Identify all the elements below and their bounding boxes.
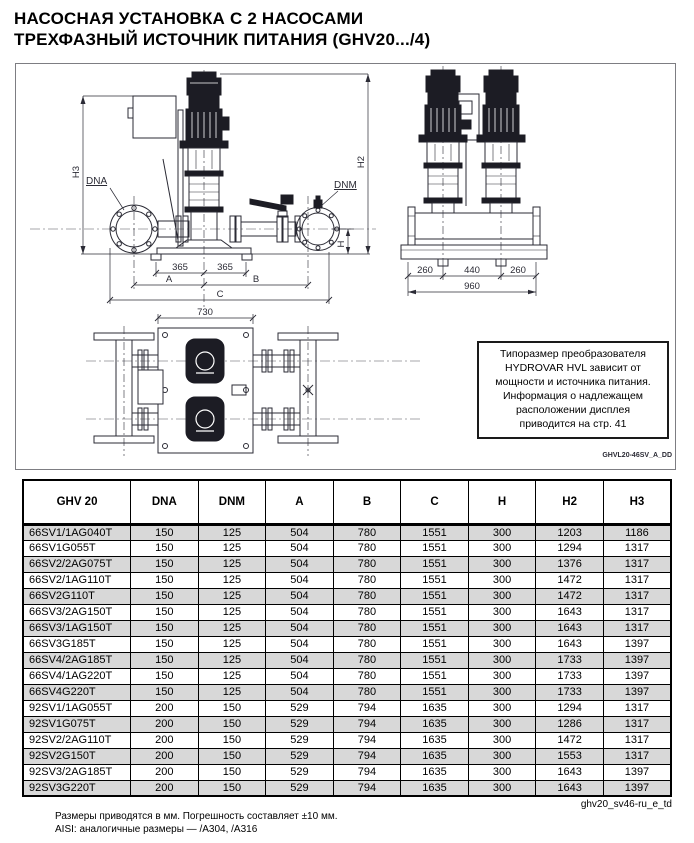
value-cell: 1317 bbox=[603, 748, 671, 764]
value-cell: 1294 bbox=[536, 700, 604, 716]
table-row bbox=[23, 716, 671, 732]
drawing-code: GHVL20-46SV_A_DD bbox=[602, 452, 672, 459]
value-cell: 150 bbox=[198, 748, 266, 764]
value-cell: 1733 bbox=[536, 652, 604, 668]
value-cell: 1643 bbox=[536, 604, 604, 620]
value-cell: 300 bbox=[468, 764, 536, 780]
model-cell: 66SV3/1AG150T bbox=[23, 620, 131, 636]
value-cell: 529 bbox=[266, 732, 334, 748]
table-row bbox=[23, 556, 671, 572]
dna-label: DNA bbox=[86, 176, 108, 187]
note-line: приводится на стр. 41 bbox=[519, 417, 627, 430]
table-row bbox=[23, 620, 671, 636]
value-cell: 300 bbox=[468, 588, 536, 604]
model-cell: 92SV2/2AG110T bbox=[23, 732, 131, 748]
dim-440: 440 bbox=[464, 265, 480, 276]
value-cell: 1635 bbox=[401, 700, 469, 716]
value-cell: 1397 bbox=[603, 652, 671, 668]
model-cell: 92SV1G075T bbox=[23, 716, 131, 732]
value-cell: 1643 bbox=[536, 620, 604, 636]
value-cell: 150 bbox=[131, 588, 199, 604]
value-cell: 1551 bbox=[401, 636, 469, 652]
value-cell: 504 bbox=[266, 556, 334, 572]
value-cell: 794 bbox=[333, 764, 401, 780]
value-cell: 200 bbox=[131, 780, 199, 796]
control-cabinet bbox=[133, 96, 176, 138]
value-cell: 150 bbox=[131, 668, 199, 684]
dim-260-right: 260 bbox=[510, 265, 526, 276]
value-cell: 780 bbox=[333, 636, 401, 652]
value-cell: 150 bbox=[198, 716, 266, 732]
value-cell: 125 bbox=[198, 572, 266, 588]
value-cell: 150 bbox=[198, 764, 266, 780]
col-header-ghv20: GHV 20 bbox=[23, 480, 131, 524]
value-cell: 1551 bbox=[401, 604, 469, 620]
value-cell: 1317 bbox=[603, 620, 671, 636]
h3-dim-label: H3 bbox=[71, 165, 82, 179]
dim-730: 730 bbox=[197, 307, 213, 318]
document-code: ghv20_sv46-ru_e_td bbox=[580, 799, 672, 810]
value-cell: 1317 bbox=[603, 700, 671, 716]
value-cell: 794 bbox=[333, 748, 401, 764]
value-cell: 125 bbox=[198, 620, 266, 636]
value-cell: 300 bbox=[468, 556, 536, 572]
value-cell: 1317 bbox=[603, 716, 671, 732]
value-cell: 200 bbox=[131, 764, 199, 780]
model-cell: 92SV2G150T bbox=[23, 748, 131, 764]
model-cell: 92SV3/2AG185T bbox=[23, 764, 131, 780]
value-cell: 150 bbox=[198, 732, 266, 748]
value-cell: 300 bbox=[468, 716, 536, 732]
value-cell: 529 bbox=[266, 700, 334, 716]
value-cell: 150 bbox=[198, 700, 266, 716]
value-cell: 150 bbox=[131, 684, 199, 700]
value-cell: 504 bbox=[266, 524, 334, 540]
side-view-drawing bbox=[24, 70, 384, 308]
value-cell: 1643 bbox=[536, 636, 604, 652]
value-cell: 125 bbox=[198, 668, 266, 684]
value-cell: 504 bbox=[266, 668, 334, 684]
page-title-line1: НАСОСНАЯ УСТАНОВКА С 2 НАСОСАМИ bbox=[14, 9, 364, 28]
table-row bbox=[23, 700, 671, 716]
manifold-pipe bbox=[415, 213, 533, 239]
value-cell: 150 bbox=[131, 636, 199, 652]
value-cell: 529 bbox=[266, 716, 334, 732]
table-row bbox=[23, 636, 671, 652]
model-cell: 92SV1/1AG055T bbox=[23, 700, 131, 716]
value-cell: 1317 bbox=[603, 732, 671, 748]
value-cell: 150 bbox=[131, 524, 199, 540]
value-cell: 1203 bbox=[536, 524, 604, 540]
value-cell: 1551 bbox=[401, 668, 469, 684]
value-cell: 1317 bbox=[603, 540, 671, 556]
pumps-plan bbox=[186, 339, 224, 441]
model-cell: 66SV2/1AG110T bbox=[23, 572, 131, 588]
value-cell: 300 bbox=[468, 524, 536, 540]
value-cell: 125 bbox=[198, 684, 266, 700]
col-header-c: C bbox=[401, 480, 469, 524]
value-cell: 300 bbox=[468, 636, 536, 652]
value-cell: 1551 bbox=[401, 620, 469, 636]
value-cell: 200 bbox=[131, 716, 199, 732]
value-cell: 504 bbox=[266, 636, 334, 652]
front-pumps bbox=[419, 70, 525, 213]
value-cell: 300 bbox=[468, 620, 536, 636]
value-cell: 1397 bbox=[603, 684, 671, 700]
front-view-dimensions bbox=[405, 262, 539, 296]
model-cell: 92SV3G220T bbox=[23, 780, 131, 796]
value-cell: 125 bbox=[198, 652, 266, 668]
value-cell: 1317 bbox=[603, 572, 671, 588]
value-cell: 300 bbox=[468, 668, 536, 684]
value-cell: 780 bbox=[333, 524, 401, 540]
model-cell: 66SV2G110T bbox=[23, 588, 131, 604]
value-cell: 125 bbox=[198, 540, 266, 556]
value-cell: 300 bbox=[468, 652, 536, 668]
model-cell: 66SV4/1AG220T bbox=[23, 668, 131, 684]
value-cell: 1635 bbox=[401, 764, 469, 780]
front-view-drawing bbox=[384, 66, 564, 306]
value-cell: 125 bbox=[198, 604, 266, 620]
value-cell: 780 bbox=[333, 684, 401, 700]
value-cell: 300 bbox=[468, 540, 536, 556]
value-cell: 504 bbox=[266, 620, 334, 636]
value-cell: 780 bbox=[333, 604, 401, 620]
value-cell: 125 bbox=[198, 524, 266, 540]
value-cell: 780 bbox=[333, 652, 401, 668]
discharge-pipe-dnm bbox=[230, 195, 340, 251]
model-cell: 66SV1/1AG040T bbox=[23, 524, 131, 540]
value-cell: 1317 bbox=[603, 556, 671, 572]
model-cell: 66SV4G220T bbox=[23, 684, 131, 700]
value-cell: 300 bbox=[468, 700, 536, 716]
col-header-h3: H3 bbox=[603, 480, 671, 524]
table-row bbox=[23, 604, 671, 620]
model-cell: 66SV4/2AG185T bbox=[23, 652, 131, 668]
table-row bbox=[23, 732, 671, 748]
value-cell: 504 bbox=[266, 540, 334, 556]
value-cell: 504 bbox=[266, 604, 334, 620]
value-cell: 300 bbox=[468, 732, 536, 748]
value-cell: 150 bbox=[131, 604, 199, 620]
dimensions-table bbox=[22, 479, 672, 797]
value-cell: 1551 bbox=[401, 588, 469, 604]
value-cell: 504 bbox=[266, 572, 334, 588]
value-cell: 1551 bbox=[401, 556, 469, 572]
footnote bbox=[55, 810, 338, 836]
value-cell: 1553 bbox=[536, 748, 604, 764]
value-cell: 794 bbox=[333, 780, 401, 796]
value-cell: 794 bbox=[333, 716, 401, 732]
value-cell: 1635 bbox=[401, 716, 469, 732]
value-cell: 300 bbox=[468, 748, 536, 764]
drawing-frame bbox=[15, 63, 676, 470]
value-cell: 150 bbox=[198, 780, 266, 796]
table-row bbox=[23, 668, 671, 684]
value-cell: 200 bbox=[131, 748, 199, 764]
col-header-h2: H2 bbox=[536, 480, 604, 524]
table-row bbox=[23, 748, 671, 764]
value-cell: 504 bbox=[266, 684, 334, 700]
value-cell: 1472 bbox=[536, 572, 604, 588]
base-foot-right bbox=[242, 254, 252, 260]
value-cell: 300 bbox=[468, 780, 536, 796]
h2-dim-label: H2 bbox=[356, 155, 367, 169]
value-cell: 1376 bbox=[536, 556, 604, 572]
value-cell: 150 bbox=[131, 556, 199, 572]
value-cell: 1317 bbox=[603, 604, 671, 620]
value-cell: 1472 bbox=[536, 732, 604, 748]
value-cell: 1733 bbox=[536, 668, 604, 684]
value-cell: 1294 bbox=[536, 540, 604, 556]
base-frame bbox=[401, 245, 547, 259]
table-row bbox=[23, 684, 671, 700]
value-cell: 150 bbox=[131, 572, 199, 588]
page-title-line2: ТРЕХФАЗНЫЙ ИСТОЧНИК ПИТАНИЯ (GHV20.../4) bbox=[14, 30, 431, 50]
value-cell: 1551 bbox=[401, 540, 469, 556]
table-header-row bbox=[23, 480, 671, 524]
value-cell: 1397 bbox=[603, 764, 671, 780]
col-header-h: H bbox=[468, 480, 536, 524]
col-header-dna: DNA bbox=[131, 480, 199, 524]
c-dim-label: C bbox=[216, 289, 224, 300]
col-header-dnm: DNM bbox=[198, 480, 266, 524]
value-cell: 150 bbox=[131, 620, 199, 636]
pump-assembly bbox=[151, 72, 252, 260]
value-cell: 1551 bbox=[401, 524, 469, 540]
table-row bbox=[23, 572, 671, 588]
col-header-a: A bbox=[266, 480, 334, 524]
value-cell: 504 bbox=[266, 588, 334, 604]
value-cell: 1397 bbox=[603, 780, 671, 796]
a-dim-label: A bbox=[165, 274, 173, 285]
model-cell: 66SV3/2AG150T bbox=[23, 604, 131, 620]
value-cell: 200 bbox=[131, 700, 199, 716]
value-cell: 1643 bbox=[536, 780, 604, 796]
value-cell: 1643 bbox=[536, 764, 604, 780]
cabinet-handle bbox=[128, 108, 133, 118]
air-vent-stub bbox=[314, 200, 322, 208]
value-cell: 780 bbox=[333, 556, 401, 572]
col-header-b: B bbox=[333, 480, 401, 524]
value-cell: 780 bbox=[333, 572, 401, 588]
table-row bbox=[23, 588, 671, 604]
value-cell: 780 bbox=[333, 540, 401, 556]
value-cell: 1635 bbox=[401, 748, 469, 764]
note-line: Типоразмер преобразователя bbox=[500, 348, 646, 361]
dim-365-left: 365 bbox=[172, 262, 188, 273]
value-cell: 780 bbox=[333, 588, 401, 604]
model-cell: 66SV1G055T bbox=[23, 540, 131, 556]
dim-260-left: 260 bbox=[417, 265, 433, 276]
dim-365-right: 365 bbox=[217, 262, 233, 273]
value-cell: 125 bbox=[198, 556, 266, 572]
value-cell: 200 bbox=[131, 732, 199, 748]
model-cell: 66SV3G185T bbox=[23, 636, 131, 652]
cabinet-plan bbox=[138, 370, 163, 404]
value-cell: 529 bbox=[266, 764, 334, 780]
value-cell: 1286 bbox=[536, 716, 604, 732]
value-cell: 1317 bbox=[603, 588, 671, 604]
top-view-drawing bbox=[86, 306, 421, 461]
table-row bbox=[23, 524, 671, 540]
value-cell: 125 bbox=[198, 636, 266, 652]
value-cell: 300 bbox=[468, 684, 536, 700]
top-view-dimension bbox=[155, 307, 256, 324]
value-cell: 125 bbox=[198, 588, 266, 604]
table-row bbox=[23, 764, 671, 780]
table-row bbox=[23, 540, 671, 556]
footnote-line1: Размеры приводятся в мм. Погрешность составляет ±10 мм. bbox=[55, 811, 338, 822]
value-cell: 794 bbox=[333, 700, 401, 716]
value-cell: 1551 bbox=[401, 684, 469, 700]
valve-lever-head bbox=[281, 195, 293, 204]
value-cell: 780 bbox=[333, 668, 401, 684]
page-title bbox=[14, 8, 430, 51]
value-cell: 1635 bbox=[401, 780, 469, 796]
value-cell: 150 bbox=[131, 652, 199, 668]
value-cell: 1733 bbox=[536, 684, 604, 700]
value-cell: 1472 bbox=[536, 588, 604, 604]
value-cell: 1186 bbox=[603, 524, 671, 540]
dnm-label: DNM bbox=[334, 180, 357, 191]
value-cell: 504 bbox=[266, 652, 334, 668]
value-cell: 1551 bbox=[401, 652, 469, 668]
note-line: мощности и источника питания. bbox=[495, 376, 651, 389]
value-cell: 1397 bbox=[603, 636, 671, 652]
model-cell: 66SV2/2AG075T bbox=[23, 556, 131, 572]
table-row bbox=[23, 652, 671, 668]
hydrovar-note-box bbox=[477, 341, 669, 439]
dim-960: 960 bbox=[464, 281, 480, 292]
table-row bbox=[23, 780, 671, 796]
note-line: расположении дисплея bbox=[515, 403, 631, 416]
h-dim-label: H bbox=[336, 240, 347, 248]
manifold-and-base bbox=[401, 207, 547, 266]
value-cell: 529 bbox=[266, 748, 334, 764]
b-dim-label: B bbox=[252, 274, 260, 285]
base-foot-left bbox=[151, 254, 161, 260]
value-cell: 300 bbox=[468, 604, 536, 620]
value-cell: 529 bbox=[266, 780, 334, 796]
right-manifold-plan bbox=[253, 333, 338, 443]
value-cell: 794 bbox=[333, 732, 401, 748]
value-cell: 1635 bbox=[401, 732, 469, 748]
value-cell: 1551 bbox=[401, 572, 469, 588]
note-line: HYDROVAR HVL зависит от bbox=[505, 362, 641, 375]
value-cell: 1397 bbox=[603, 668, 671, 684]
value-cell: 780 bbox=[333, 620, 401, 636]
note-line: Информация о надлежащем bbox=[502, 390, 644, 402]
footnote-line2: AISI: аналогичные размеры — /A304, /A316 bbox=[55, 824, 258, 835]
value-cell: 300 bbox=[468, 572, 536, 588]
value-cell: 150 bbox=[131, 540, 199, 556]
